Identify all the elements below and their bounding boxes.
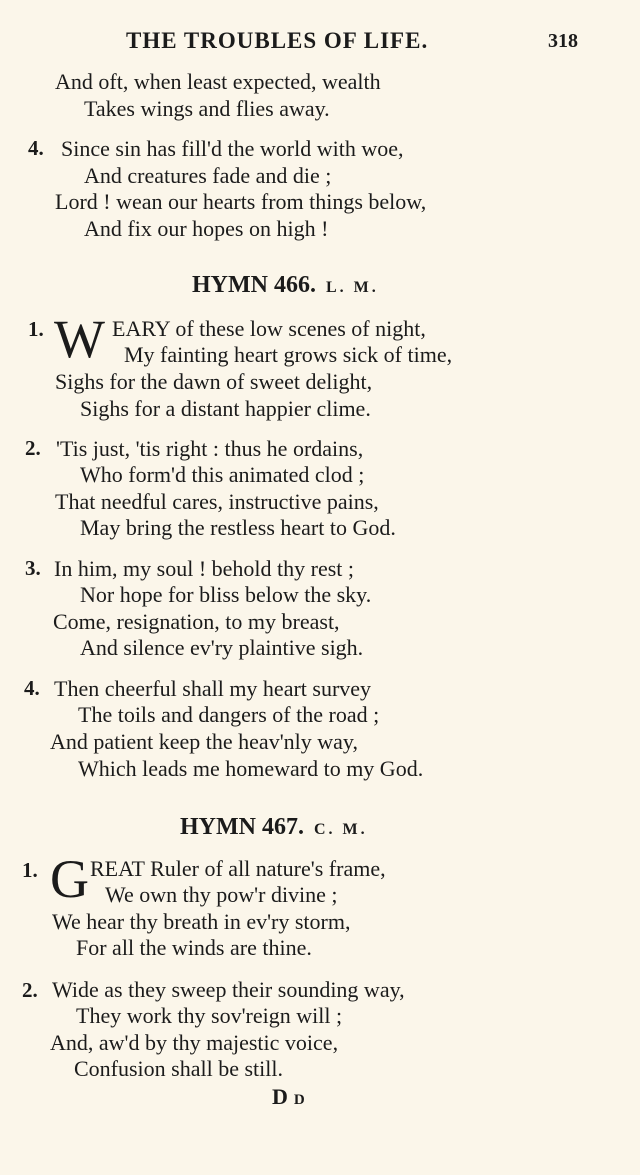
verse-line: Who form'd this animated clod ; — [80, 462, 365, 487]
verse-line: Takes wings and flies away. — [84, 96, 330, 121]
verse-line: They work thy sov'reign will ; — [76, 1003, 343, 1028]
running-title: THE TROUBLES OF LIFE. — [126, 28, 429, 53]
verse-line: Then cheerful shall my heart survey — [54, 676, 372, 701]
verse-line: Since sin has fill'd the world with woe, — [61, 136, 404, 161]
verse-line: 'Tis just, 'tis right : thus he ordains, — [56, 436, 364, 461]
stanza-number: 2. — [22, 978, 38, 1002]
stanza-number: 1. — [28, 317, 44, 341]
running-head — [0, 28, 640, 58]
verse-line: And creatures fade and die ; — [84, 163, 332, 188]
verse-line: For all the winds are thine. — [76, 935, 312, 960]
verse-line: Come, resignation, to my breast, — [53, 609, 340, 634]
stanza-number: 4. — [24, 676, 40, 700]
verse-line: REAT Ruler of all nature's frame, — [90, 856, 386, 881]
verse-line: May bring the restless heart to God. — [80, 515, 396, 540]
signature-mark — [272, 1084, 311, 1110]
stanza-number: 3. — [25, 556, 41, 580]
verse-line: Lord ! wean our hearts from things below, — [55, 189, 427, 214]
signature-main: D — [272, 1084, 294, 1109]
verse-line: And, aw'd by thy majestic voice, — [50, 1030, 339, 1055]
stanza-number: 4. — [28, 136, 44, 160]
verse-line: The toils and dangers of the road ; — [78, 702, 380, 727]
signature-small: D — [293, 1092, 311, 1108]
verse-line: My fainting heart grows sick of time, — [124, 342, 453, 367]
verse-line: Sighs for the dawn of sweet delight, — [55, 369, 373, 394]
hymn-heading-466 — [192, 272, 379, 299]
hymn-title: HYMN 466. — [192, 272, 316, 298]
drop-cap: W — [54, 309, 105, 369]
verse-line: And silence ev'ry plaintive sigh. — [80, 635, 364, 660]
verse-line: Which leads me homeward to my God. — [78, 756, 424, 781]
verse-line: That needful cares, instructive pains, — [55, 489, 379, 514]
verse-line: We hear thy breath in ev'ry storm, — [52, 909, 351, 934]
verse-line: And fix our hopes on high ! — [84, 216, 329, 241]
verse-line: We own thy pow'r divine ; — [105, 882, 338, 907]
hymn-title: HYMN 467. — [180, 814, 304, 840]
verse-line: Confusion shall be still. — [74, 1056, 283, 1081]
verse-line: In him, my soul ! behold thy rest ; — [54, 556, 355, 581]
hymn-meter: C. M. — [313, 821, 368, 838]
verse-line: And patient keep the heav'nly way, — [50, 729, 358, 754]
verse-line: Sighs for a distant happier clime. — [80, 396, 371, 421]
drop-cap: G — [50, 849, 89, 909]
verse-line: Nor hope for bliss below the sky. — [80, 582, 372, 607]
verse-line: And oft, when least expected, wealth — [55, 69, 381, 94]
verse-line: Wide as they sweep their sounding way, — [52, 977, 405, 1002]
stanza-number: 2. — [25, 436, 41, 460]
hymn-meter: L. M. — [325, 279, 379, 296]
hymn-heading-467 — [180, 814, 368, 841]
stanza-number: 1. — [22, 858, 38, 882]
verse-line: EARY of these low scenes of night, — [112, 316, 426, 341]
page-number: 318 — [548, 30, 578, 52]
